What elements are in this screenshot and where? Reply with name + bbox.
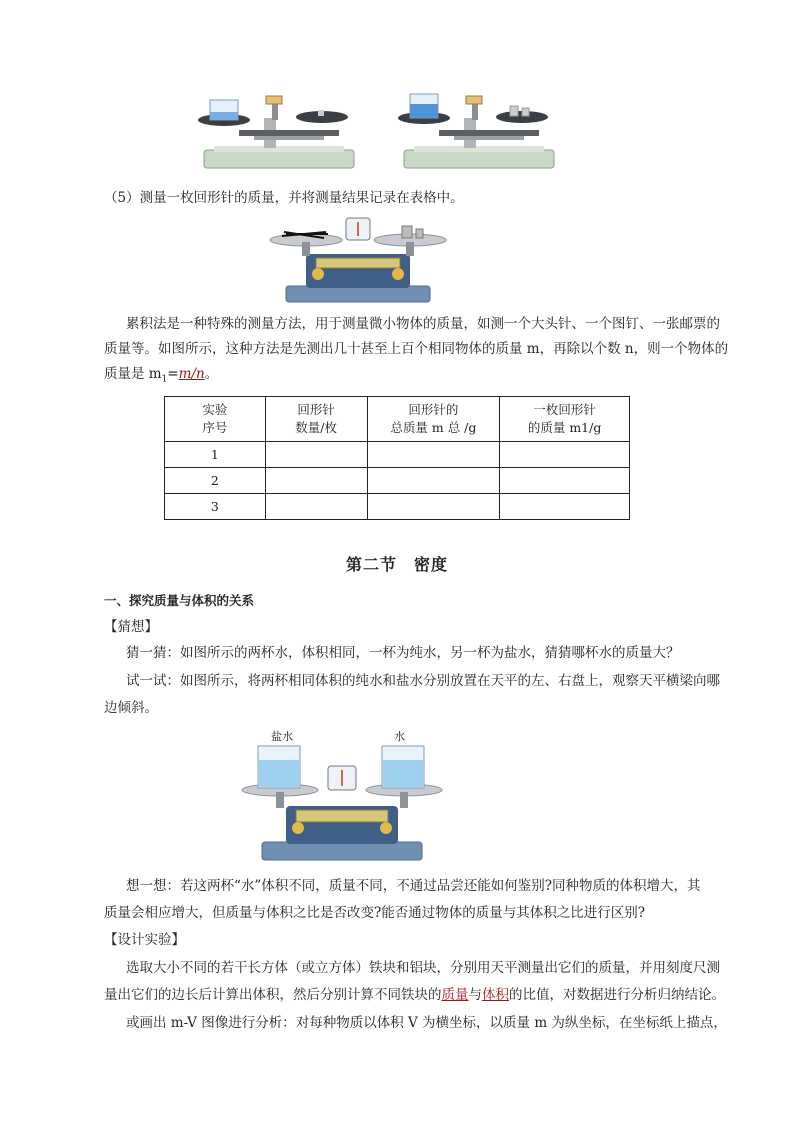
- table-row: [165, 468, 630, 494]
- table-cell-index: 3: [165, 494, 266, 520]
- design-line-1: 选取大小不同的若干长方体（或立方体）铁块和铝块，分别用天平测量出它们的质量，并用刻度尺测: [126, 960, 720, 976]
- accumulate-formula: m/n: [178, 366, 205, 382]
- label-water: 水: [394, 730, 405, 743]
- label-salt-water: 盐水: [271, 730, 293, 743]
- link-mass[interactable]: 质量: [441, 987, 469, 1003]
- header-line: 的质量 m1/g: [527, 420, 602, 435]
- balance-figure-water: [240, 742, 444, 864]
- balance-figure-top: [194, 90, 564, 176]
- header-line: 数量/枚: [295, 420, 338, 435]
- design-line-2-c: 与: [468, 987, 482, 1003]
- try-line-1: 试一试：如图所示，将两杯相同体积的纯水和盐水分别放置在天平的左、右盘上，观察天平横梁向哪: [126, 673, 720, 689]
- table-cell[interactable]: [265, 494, 367, 520]
- guess-text: 猜一猜：如图所示的两杯水，体积相同，一杯为纯水，另一杯为盐水，猜猜哪杯水的质量大？: [126, 645, 680, 661]
- balance-figure-clips: [266, 214, 450, 306]
- accumulate-line-2: 质量等。如图所示，这种方法是先测出几十甚至上百个相同物体的质量 m，再除以个数 n，则一个物体的: [104, 341, 729, 357]
- design-line-2: [104, 983, 725, 1007]
- accumulate-line-1: 累积法是一种特殊的测量方法，用于测量微小物体的质量，如测一个大头针、一个图钉、一张邮票的: [126, 316, 720, 332]
- table-cell-index: 1: [165, 442, 266, 468]
- accumulate-line-3: [104, 362, 218, 392]
- table-header: [367, 397, 500, 442]
- table-header: [165, 397, 266, 442]
- accumulate-line-3-prefix: 质量是 m: [104, 366, 162, 382]
- table-cell[interactable]: [367, 442, 500, 468]
- table-cell-index: 2: [165, 468, 266, 494]
- think-line-2: 质量会相应增大，但质量与体积之比是否改变?能否通过物体的质量与其体积之比进行区别?: [104, 905, 645, 921]
- table-header: [500, 397, 630, 442]
- table-cell[interactable]: [265, 468, 367, 494]
- think-line-1: 想一想：若这两杯“水”体积不同，质量不同，不通过品尝还能如何鉴别?同种物质的体积增大，其: [126, 878, 701, 894]
- mv-line: 或画出 m-V 图像进行分析：对每种物质以体积 V 为横坐标，以质量 m 为纵坐标，在坐标纸上描点，: [126, 1015, 727, 1031]
- design-line-2-e: 的比值，对数据进行分析归纳结论。: [509, 987, 725, 1003]
- header-line: 总质量 m 总 /g: [390, 420, 477, 435]
- table-cell[interactable]: [367, 494, 500, 520]
- table-header-row: [165, 397, 630, 442]
- table-cell[interactable]: [500, 468, 630, 494]
- link-volume[interactable]: 体积: [482, 987, 509, 1003]
- guess-heading: 【猜想】: [104, 619, 158, 635]
- design-heading: 【设计实验】: [104, 932, 185, 948]
- accumulate-line-3-end: 。: [204, 366, 219, 382]
- table-row: [165, 442, 630, 468]
- table-cell[interactable]: [265, 442, 367, 468]
- accumulate-line-3-eq: =: [167, 366, 179, 382]
- design-line-2-a: 量出它们的边长后计算出体积，然后分别计算不同铁块的: [104, 987, 442, 1003]
- heading-explore: 一、探究质量与体积的关系: [104, 593, 255, 608]
- paperclip-table: [164, 396, 630, 520]
- table-header: [265, 397, 367, 442]
- try-line-2: 边倾斜。: [104, 700, 158, 716]
- table-row: [165, 494, 630, 520]
- step5-text: （5）测量一枚回形针的质量，并将测量结果记录在表格中。: [104, 190, 464, 206]
- table-cell[interactable]: [500, 442, 630, 468]
- header-line: 回形针: [297, 402, 335, 417]
- header-line: 实验: [202, 402, 228, 417]
- accumulate-line-3-sub: 1: [161, 374, 168, 385]
- header-line: 序号: [202, 420, 228, 435]
- table-cell[interactable]: [367, 468, 500, 494]
- header-line: 回形针的: [408, 402, 459, 417]
- section-title: 第二节 密度: [345, 555, 448, 574]
- table-cell[interactable]: [500, 494, 630, 520]
- header-line: 一枚回形针: [533, 402, 596, 417]
